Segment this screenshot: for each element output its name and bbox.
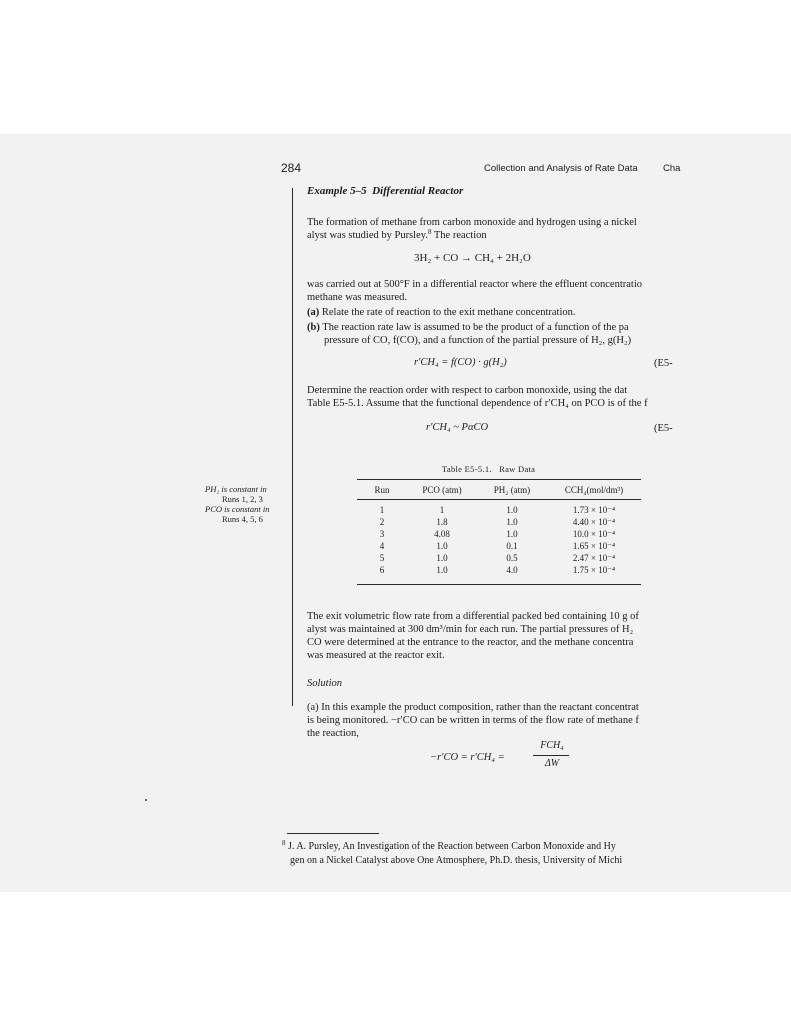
table-row-1-pco: 1 (439, 505, 445, 515)
footnote-ref: 8 (427, 228, 432, 236)
fraction-bar (533, 755, 569, 756)
table-row-2-pco: 1.8 (436, 517, 448, 527)
table-row-5-run: 5 (379, 553, 385, 563)
flow-rate-equation-numerator: FCH₄ (540, 740, 564, 751)
scanned-page (0, 134, 791, 892)
equation-tag-1: (E5- (654, 358, 673, 369)
para2-line-2: methane was measured. (307, 292, 408, 303)
footnote-text-1: J. A. Pursley, An Investigation of the Reaction between Carbon Monoxide and Hy (288, 841, 616, 852)
intro-line-2-a: alyst was studied by Pursley. (307, 230, 428, 241)
table-row-5-cch4: 2.47 × 10⁻⁴ (572, 553, 616, 563)
para4-line-3: CO were determined at the entrance to the reactor, and the methane concentra (307, 637, 634, 648)
solution-line-3: the reaction, (307, 728, 359, 739)
table-row-2-cch4: 4.40 × 10⁻⁴ (572, 517, 616, 527)
flow-rate-equation-lhs: −r′CO = r′CH₄ = (430, 752, 505, 763)
table-row-4-run: 4 (379, 541, 385, 551)
solution-line-1: (a) In this example the product composition, rather than the reactant concentrat (307, 702, 639, 713)
example-heading (307, 185, 463, 197)
para4-line-4: was measured at the reactor exit. (307, 650, 445, 661)
reaction-equation: 3H₂ + CO → CH₄ + 2H₂O (414, 252, 531, 264)
part-b-text-1: The reaction rate law is assumed to be the product of a function of the pa (322, 322, 629, 333)
equation-tag-2: (E5- (654, 423, 673, 434)
para3-line-2: Table E5-5.1. Assume that the functional dependence of r′CH₄ on PCO is of the f (307, 398, 648, 409)
intro-line-2 (307, 229, 487, 242)
example-title: Differential Reactor (372, 185, 464, 197)
part-b-line-1 (307, 321, 629, 334)
solution-line-2: is being monitored. −r′CO can be written in terms of the flow rate of methane f (307, 715, 639, 726)
flow-rate-equation-denominator: ΔW (544, 758, 560, 769)
solution-heading: Solution (307, 678, 343, 689)
example-label: Example 5–5 (307, 185, 367, 197)
chapter-fragment: Cha (663, 163, 681, 174)
table-row-4-ph2: 0.1 (506, 541, 518, 551)
margin-note-2: Runs 1, 2, 3 (222, 494, 263, 504)
table-caption (442, 464, 535, 474)
part-b-line-2: pressure of CO, f(CO), and a function of the partial pressure of H₂, g(H₂) (324, 335, 632, 346)
table-row-3-run: 3 (379, 529, 385, 539)
part-a-text: Relate the rate of reaction to the exit methane concentration. (321, 307, 576, 318)
table-row-2-ph2: 1.0 (506, 517, 518, 527)
table-row-6-cch4: 1.75 × 10⁻⁴ (572, 565, 616, 575)
intro-line-1: The formation of methane from carbon monoxide and hydrogen using a nickel (307, 217, 637, 228)
part-b-label: (b) (307, 322, 320, 333)
table-row-5-ph2: 0.5 (506, 553, 518, 563)
table-header-run: Run (374, 485, 390, 495)
part-a-label: (a) (307, 307, 320, 318)
scan-speck (145, 799, 147, 801)
table-row-4-cch4: 1.65 × 10⁻⁴ (572, 541, 616, 551)
table-bottom-rule (357, 584, 641, 585)
table-row-3-ph2: 1.0 (506, 529, 518, 539)
table-top-rule (357, 479, 641, 480)
table-header-ph2: PH₂ (atm) (493, 485, 531, 495)
table-caption-number: Table E5-5.1. (442, 464, 492, 474)
running-title: Collection and Analysis of Rate Data (484, 163, 638, 174)
table-row-1-ph2: 1.0 (506, 505, 518, 515)
example-rule (292, 188, 293, 706)
para4-line-2: alyst was maintained at 300 dm³/min for each run. The partial pressures of H₂ (307, 624, 634, 635)
para4-line-1: The exit volumetric flow rate from a differential packed bed containing 10 g of (307, 611, 639, 622)
table-row-6-pco: 1.0 (436, 565, 448, 575)
table-header-rule (357, 499, 641, 500)
intro-line-2-b: The reaction (431, 230, 487, 241)
margin-note-3: PCO is constant in (205, 504, 270, 514)
footnote-rule (287, 833, 379, 834)
table-caption-title: Raw Data (499, 464, 536, 474)
table-header-pco: PCO (atm) (422, 485, 462, 495)
table-row-6-run: 6 (379, 565, 385, 575)
footnote-mark: 8 (282, 839, 286, 847)
power-law-equation: r′CH₄ ~ PαCO (426, 422, 489, 433)
table-row-3-pco: 4.08 (434, 529, 450, 539)
rate-law-equation: r′CH₄ = f(CO) · g(H₂) (414, 357, 507, 368)
page-number: 284 (281, 161, 302, 175)
para3-line-1: Determine the reaction order with respect to carbon monoxide, using the dat (307, 385, 628, 396)
footnote-line-1 (282, 841, 616, 852)
table-row-6-ph2: 4.0 (506, 565, 518, 575)
table-row-4-pco: 1.0 (436, 541, 448, 551)
margin-note-1: PH₂ is constant in (205, 484, 267, 494)
part-a (307, 306, 576, 319)
table-row-1-cch4: 1.73 × 10⁻⁴ (572, 505, 616, 515)
table-row-3-cch4: 10.0 × 10⁻⁴ (572, 529, 616, 539)
para2-line-1: was carried out at 500°F in a differential reactor where the effluent concentratio (307, 279, 643, 290)
table-row-2-run: 2 (379, 517, 385, 527)
table-row-5-pco: 1.0 (436, 553, 448, 563)
margin-note-4: Runs 4, 5, 6 (222, 514, 263, 524)
table-row-1-run: 1 (379, 505, 385, 515)
table-header-cch4: CCH₄(mol/dm³) (564, 485, 624, 495)
footnote-line-2: gen on a Nickel Catalyst above One Atmosphere, Ph.D. thesis, University of Michi (290, 855, 623, 866)
